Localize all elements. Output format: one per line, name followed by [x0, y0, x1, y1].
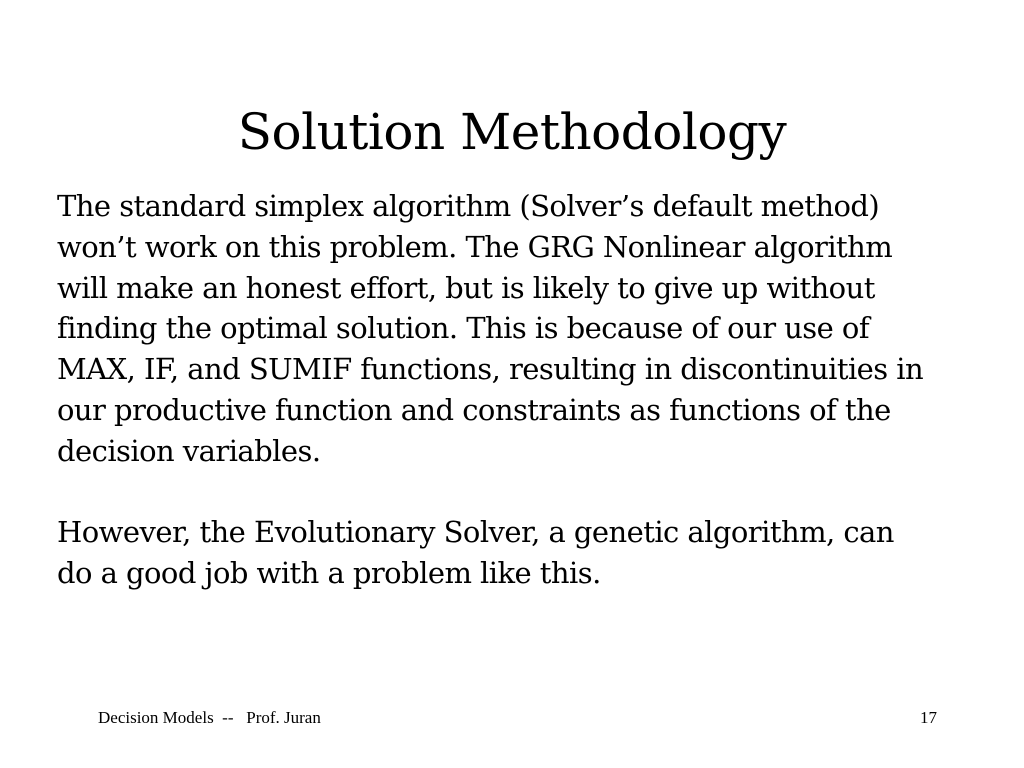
- body-paragraph: The standard simplex algorithm (Solver’s default method) won’t work on this problem. The GRG Nonlinear algorithm will make an honest effort, but is likely to give up without finding the optimal solution. This is because of our use of MAX, IF, and SUMIF functions, resulting in discontinuities in our productive function and constraints as functions of the decision variables.: [57, 189, 924, 468]
- body-paragraph: However, the Evolutionary Solver, a genetic algorithm, can do a good job with a problem like this.: [57, 515, 894, 591]
- footer-course-label: Decision Models -- Prof. Juran: [98, 708, 321, 727]
- slide-footer: [0, 706, 1024, 730]
- page-number: 17: [920, 708, 937, 727]
- slide-title: Solution Methodology: [237, 103, 787, 161]
- slide-body: [57, 186, 937, 594]
